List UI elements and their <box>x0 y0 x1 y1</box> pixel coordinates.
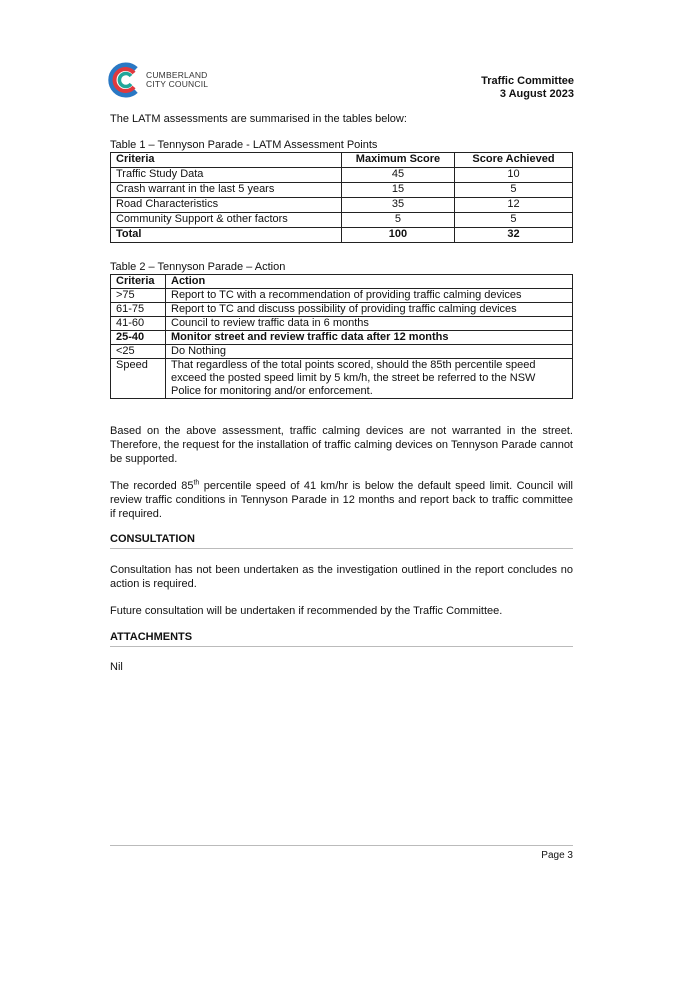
speed-paragraph <box>110 479 573 521</box>
table1-header-cell: Maximum Score <box>342 153 455 168</box>
consultation-paragraph-1: Consultation has not been undertaken as the investigation outlined in the report concludes no action is required. <box>110 564 573 590</box>
table-row <box>111 317 573 331</box>
table1 <box>110 152 573 243</box>
table1-header-cell: Score Achieved <box>454 153 572 168</box>
table-row <box>111 359 573 399</box>
table1-header-cell: Criteria <box>111 153 342 168</box>
table-cell: Community Support & other factors <box>111 213 342 228</box>
table-cell: Monitor street and review traffic data after 12 months <box>166 331 573 345</box>
table-row <box>111 289 573 303</box>
speed-text-end: percentile speed of 41 km/hr is below the default speed limit. Council will review traffic conditions in Tennyson Parade in 12 months and report back to traffic committee if required. <box>110 480 573 520</box>
table-cell: <25 <box>111 345 166 359</box>
consultation-paragraph-2: Future consultation will be undertaken if recommended by the Traffic Committee. <box>110 605 503 617</box>
table-cell: 32 <box>454 228 572 243</box>
attachments-body: Nil <box>110 661 123 673</box>
attachments-heading: ATTACHMENTS <box>110 631 573 647</box>
speed-text-start: The recorded 85 <box>110 480 194 492</box>
table-cell: 12 <box>454 198 572 213</box>
logo-line-1: CUMBERLAND <box>146 70 208 80</box>
committee-name: Traffic Committee <box>481 75 574 87</box>
consultation-heading: CONSULTATION <box>110 533 573 549</box>
table-row <box>111 303 573 317</box>
table-row-highlighted <box>111 331 573 345</box>
table-row <box>111 345 573 359</box>
table2-caption: Table 2 – Tennyson Parade – Action <box>110 261 286 273</box>
table-cell: Traffic Study Data <box>111 168 342 183</box>
table-cell: 25-40 <box>111 331 166 345</box>
page-number: Page 3 <box>541 850 573 861</box>
meeting-date: 3 August 2023 <box>499 88 574 100</box>
table-row <box>111 168 573 183</box>
intro-text: The LATM assessments are summarised in the tables below: <box>110 113 407 125</box>
table-cell: 61-75 <box>111 303 166 317</box>
logo-text <box>146 71 208 89</box>
superscript: th <box>193 479 200 487</box>
table2-header-cell: Action <box>166 275 573 289</box>
council-logo <box>104 60 304 100</box>
table-cell: 5 <box>342 213 455 228</box>
table1-caption: Table 1 – Tennyson Parade - LATM Assessment Points <box>110 139 378 151</box>
table-cell: Report to TC and discuss possibility of providing traffic calming devices <box>166 303 573 317</box>
table-cell: Total <box>111 228 342 243</box>
table-cell: 15 <box>342 183 455 198</box>
assessment-paragraph: Based on the above assessment, traffic calming devices are not warranted in the street. Therefore, the request for the installation of traffic calming devices on Tennyson Parade cannot be supported. <box>110 425 573 465</box>
table-cell: 41-60 <box>111 317 166 331</box>
council-logo-icon <box>104 60 144 100</box>
footer-divider <box>110 845 573 846</box>
table-cell: That regardless of the total points scored, should the 85th percentile speed exceed the posted speed limit by 5 km/h, the street be referred to the NSW Police for monitoring and/or enforcement. <box>166 359 573 399</box>
table2-header-cell: Criteria <box>111 275 166 289</box>
table2 <box>110 274 573 399</box>
table1-total-row <box>111 228 573 243</box>
table-cell: 10 <box>454 168 572 183</box>
table-cell: Crash warrant in the last 5 years <box>111 183 342 198</box>
table-cell: Council to review traffic data in 6 months <box>166 317 573 331</box>
table-row <box>111 183 573 198</box>
table-row <box>111 213 573 228</box>
table-cell: Road Characteristics <box>111 198 342 213</box>
table-cell: 5 <box>454 183 572 198</box>
table-row <box>111 198 573 213</box>
table-cell: Do Nothing <box>166 345 573 359</box>
table1-header-row <box>111 153 573 168</box>
table-cell: Report to TC with a recommendation of providing traffic calming devices <box>166 289 573 303</box>
table-cell: Speed <box>111 359 166 399</box>
table-cell: 100 <box>342 228 455 243</box>
table-cell: >75 <box>111 289 166 303</box>
table-cell: 5 <box>454 213 572 228</box>
table2-header-row <box>111 275 573 289</box>
table-cell: 45 <box>342 168 455 183</box>
table-cell: 35 <box>342 198 455 213</box>
logo-line-2: CITY COUNCIL <box>146 79 209 89</box>
header-meta <box>481 75 574 101</box>
